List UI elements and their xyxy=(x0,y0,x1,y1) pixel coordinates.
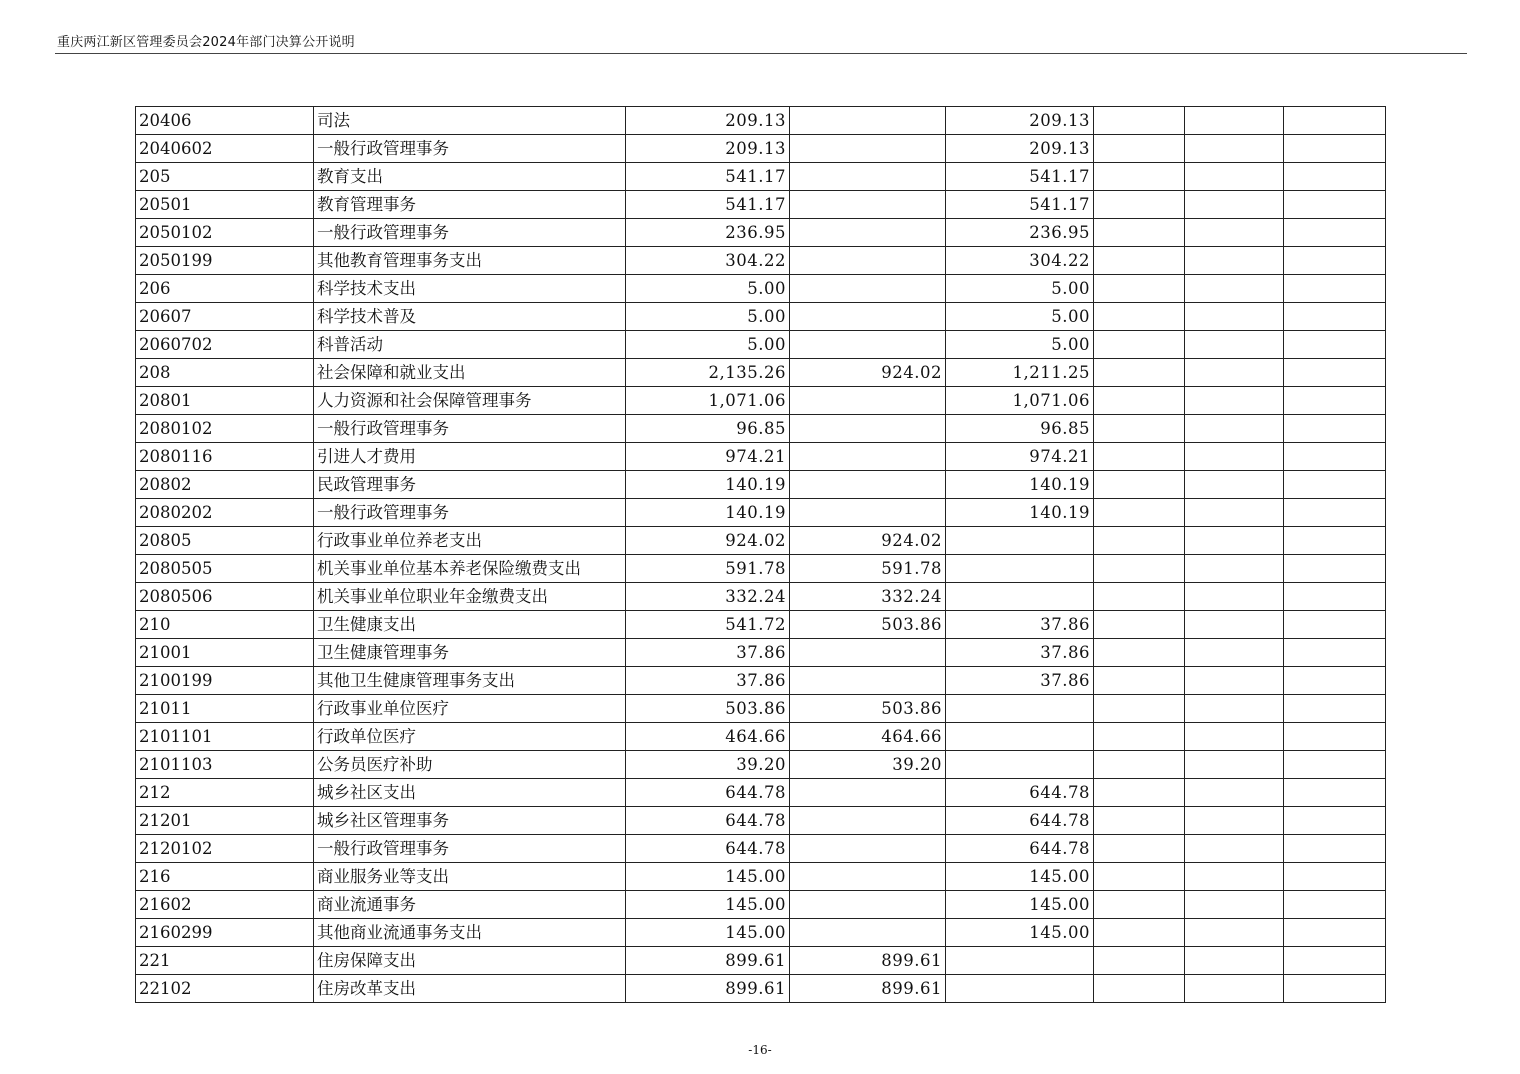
table-row xyxy=(136,275,1386,303)
empty-cell xyxy=(1284,947,1386,975)
subject-code-cell: 20801 xyxy=(136,387,314,415)
basic-expenditure-cell xyxy=(790,779,946,807)
empty-cell xyxy=(1185,863,1284,891)
empty-cell xyxy=(1094,191,1185,219)
empty-cell xyxy=(1094,891,1185,919)
subject-name-cell: 其他商业流通事务支出 xyxy=(314,919,626,947)
total-amount-cell: 145.00 xyxy=(626,891,790,919)
project-expenditure-cell: 5.00 xyxy=(946,303,1094,331)
subject-code-cell: 2080116 xyxy=(136,443,314,471)
subject-code-cell: 21602 xyxy=(136,891,314,919)
empty-cell xyxy=(1284,387,1386,415)
basic-expenditure-cell xyxy=(790,331,946,359)
subject-name-cell: 科学技术支出 xyxy=(314,275,626,303)
total-amount-cell: 899.61 xyxy=(626,975,790,1003)
basic-expenditure-cell xyxy=(790,471,946,499)
total-amount-cell: 145.00 xyxy=(626,919,790,947)
subject-code-cell: 2080102 xyxy=(136,415,314,443)
empty-cell xyxy=(1284,695,1386,723)
project-expenditure-cell xyxy=(946,751,1094,779)
empty-cell xyxy=(1185,807,1284,835)
subject-code-cell: 20805 xyxy=(136,527,314,555)
total-amount-cell: 209.13 xyxy=(626,135,790,163)
project-expenditure-cell: 140.19 xyxy=(946,471,1094,499)
table-row xyxy=(136,415,1386,443)
total-amount-cell: 96.85 xyxy=(626,415,790,443)
empty-cell xyxy=(1284,275,1386,303)
empty-cell xyxy=(1094,695,1185,723)
basic-expenditure-cell: 464.66 xyxy=(790,723,946,751)
project-expenditure-cell: 5.00 xyxy=(946,275,1094,303)
subject-name-cell: 一般行政管理事务 xyxy=(314,499,626,527)
basic-expenditure-cell: 503.86 xyxy=(790,611,946,639)
total-amount-cell: 140.19 xyxy=(626,499,790,527)
empty-cell xyxy=(1094,611,1185,639)
project-expenditure-cell: 96.85 xyxy=(946,415,1094,443)
basic-expenditure-cell: 591.78 xyxy=(790,555,946,583)
table-row xyxy=(136,499,1386,527)
empty-cell xyxy=(1185,471,1284,499)
empty-cell xyxy=(1185,639,1284,667)
empty-cell xyxy=(1094,639,1185,667)
subject-code-cell: 2060702 xyxy=(136,331,314,359)
empty-cell xyxy=(1185,247,1284,275)
table-row xyxy=(136,163,1386,191)
project-expenditure-cell: 644.78 xyxy=(946,835,1094,863)
subject-code-cell: 2080202 xyxy=(136,499,314,527)
total-amount-cell: 37.86 xyxy=(626,639,790,667)
subject-code-cell: 205 xyxy=(136,163,314,191)
empty-cell xyxy=(1185,583,1284,611)
project-expenditure-cell: 974.21 xyxy=(946,443,1094,471)
subject-code-cell: 20501 xyxy=(136,191,314,219)
subject-name-cell: 一般行政管理事务 xyxy=(314,835,626,863)
subject-name-cell: 行政单位医疗 xyxy=(314,723,626,751)
total-amount-cell: 209.13 xyxy=(626,107,790,135)
project-expenditure-cell xyxy=(946,975,1094,1003)
table-row xyxy=(136,863,1386,891)
empty-cell xyxy=(1185,499,1284,527)
basic-expenditure-cell xyxy=(790,807,946,835)
empty-cell xyxy=(1185,331,1284,359)
table-row xyxy=(136,723,1386,751)
basic-expenditure-cell xyxy=(790,639,946,667)
project-expenditure-cell: 145.00 xyxy=(946,891,1094,919)
empty-cell xyxy=(1185,975,1284,1003)
subject-code-cell: 216 xyxy=(136,863,314,891)
empty-cell xyxy=(1185,135,1284,163)
empty-cell xyxy=(1094,387,1185,415)
empty-cell xyxy=(1284,303,1386,331)
project-expenditure-cell xyxy=(946,527,1094,555)
empty-cell xyxy=(1284,443,1386,471)
subject-code-cell: 2101103 xyxy=(136,751,314,779)
empty-cell xyxy=(1284,583,1386,611)
total-amount-cell: 924.02 xyxy=(626,527,790,555)
subject-name-cell: 科学技术普及 xyxy=(314,303,626,331)
empty-cell xyxy=(1185,751,1284,779)
empty-cell xyxy=(1094,779,1185,807)
empty-cell xyxy=(1185,163,1284,191)
empty-cell xyxy=(1284,191,1386,219)
table-row xyxy=(136,611,1386,639)
empty-cell xyxy=(1094,359,1185,387)
empty-cell xyxy=(1284,611,1386,639)
subject-name-cell: 城乡社区管理事务 xyxy=(314,807,626,835)
subject-name-cell: 公务员医疗补助 xyxy=(314,751,626,779)
table-row xyxy=(136,807,1386,835)
empty-cell xyxy=(1185,359,1284,387)
empty-cell xyxy=(1094,331,1185,359)
subject-name-cell: 机关事业单位职业年金缴费支出 xyxy=(314,583,626,611)
basic-expenditure-cell xyxy=(790,191,946,219)
subject-name-cell: 教育支出 xyxy=(314,163,626,191)
project-expenditure-cell xyxy=(946,723,1094,751)
total-amount-cell: 541.17 xyxy=(626,163,790,191)
table-row xyxy=(136,247,1386,275)
table-row xyxy=(136,359,1386,387)
total-amount-cell: 37.86 xyxy=(626,667,790,695)
empty-cell xyxy=(1185,723,1284,751)
empty-cell xyxy=(1094,555,1185,583)
empty-cell xyxy=(1185,443,1284,471)
basic-expenditure-cell xyxy=(790,863,946,891)
project-expenditure-cell: 37.86 xyxy=(946,667,1094,695)
empty-cell xyxy=(1284,751,1386,779)
project-expenditure-cell xyxy=(946,583,1094,611)
project-expenditure-cell: 236.95 xyxy=(946,219,1094,247)
empty-cell xyxy=(1094,723,1185,751)
subject-code-cell: 20406 xyxy=(136,107,314,135)
subject-name-cell: 司法 xyxy=(314,107,626,135)
total-amount-cell: 145.00 xyxy=(626,863,790,891)
total-amount-cell: 974.21 xyxy=(626,443,790,471)
empty-cell xyxy=(1284,723,1386,751)
empty-cell xyxy=(1185,835,1284,863)
empty-cell xyxy=(1284,919,1386,947)
subject-code-cell: 21011 xyxy=(136,695,314,723)
project-expenditure-cell: 541.17 xyxy=(946,163,1094,191)
empty-cell xyxy=(1284,807,1386,835)
project-expenditure-cell xyxy=(946,695,1094,723)
basic-expenditure-cell xyxy=(790,387,946,415)
subject-code-cell: 2101101 xyxy=(136,723,314,751)
empty-cell xyxy=(1284,835,1386,863)
table-row xyxy=(136,331,1386,359)
subject-name-cell: 其他教育管理事务支出 xyxy=(314,247,626,275)
empty-cell xyxy=(1284,639,1386,667)
table-row xyxy=(136,919,1386,947)
empty-cell xyxy=(1185,303,1284,331)
basic-expenditure-cell xyxy=(790,667,946,695)
page-number: -16- xyxy=(748,1043,772,1057)
table-row xyxy=(136,219,1386,247)
subject-code-cell: 210 xyxy=(136,611,314,639)
subject-name-cell: 住房保障支出 xyxy=(314,947,626,975)
basic-expenditure-cell xyxy=(790,135,946,163)
table-row xyxy=(136,303,1386,331)
empty-cell xyxy=(1284,471,1386,499)
table-row xyxy=(136,555,1386,583)
basic-expenditure-cell xyxy=(790,415,946,443)
empty-cell xyxy=(1094,751,1185,779)
empty-cell xyxy=(1185,191,1284,219)
basic-expenditure-cell xyxy=(790,247,946,275)
empty-cell xyxy=(1094,863,1185,891)
project-expenditure-cell: 37.86 xyxy=(946,611,1094,639)
table-row xyxy=(136,975,1386,1003)
empty-cell xyxy=(1185,527,1284,555)
total-amount-cell: 2,135.26 xyxy=(626,359,790,387)
empty-cell xyxy=(1094,471,1185,499)
project-expenditure-cell: 209.13 xyxy=(946,135,1094,163)
project-expenditure-cell: 541.17 xyxy=(946,191,1094,219)
empty-cell xyxy=(1284,247,1386,275)
empty-cell xyxy=(1284,135,1386,163)
header-divider xyxy=(55,53,1467,54)
table-row xyxy=(136,835,1386,863)
empty-cell xyxy=(1094,975,1185,1003)
project-expenditure-cell: 304.22 xyxy=(946,247,1094,275)
basic-expenditure-cell: 899.61 xyxy=(790,947,946,975)
table-row xyxy=(136,443,1386,471)
basic-expenditure-cell xyxy=(790,303,946,331)
subject-name-cell: 卫生健康管理事务 xyxy=(314,639,626,667)
empty-cell xyxy=(1094,247,1185,275)
project-expenditure-cell: 140.19 xyxy=(946,499,1094,527)
expenditure-table xyxy=(135,106,1386,1003)
basic-expenditure-cell: 924.02 xyxy=(790,527,946,555)
subject-code-cell: 22102 xyxy=(136,975,314,1003)
table-row xyxy=(136,779,1386,807)
table-row xyxy=(136,191,1386,219)
subject-code-cell: 206 xyxy=(136,275,314,303)
empty-cell xyxy=(1284,527,1386,555)
project-expenditure-cell: 5.00 xyxy=(946,331,1094,359)
empty-cell xyxy=(1094,303,1185,331)
subject-code-cell: 212 xyxy=(136,779,314,807)
empty-cell xyxy=(1284,863,1386,891)
empty-cell xyxy=(1185,779,1284,807)
total-amount-cell: 5.00 xyxy=(626,275,790,303)
empty-cell xyxy=(1185,107,1284,135)
table-row xyxy=(136,527,1386,555)
subject-name-cell: 一般行政管理事务 xyxy=(314,219,626,247)
empty-cell xyxy=(1094,527,1185,555)
total-amount-cell: 644.78 xyxy=(626,835,790,863)
empty-cell xyxy=(1094,835,1185,863)
table-body xyxy=(136,107,1386,1003)
subject-code-cell: 221 xyxy=(136,947,314,975)
basic-expenditure-cell: 924.02 xyxy=(790,359,946,387)
empty-cell xyxy=(1094,583,1185,611)
table-row xyxy=(136,135,1386,163)
subject-code-cell: 20802 xyxy=(136,471,314,499)
empty-cell xyxy=(1284,555,1386,583)
project-expenditure-cell xyxy=(946,947,1094,975)
total-amount-cell: 503.86 xyxy=(626,695,790,723)
project-expenditure-cell: 644.78 xyxy=(946,779,1094,807)
subject-name-cell: 人力资源和社会保障管理事务 xyxy=(314,387,626,415)
table-row xyxy=(136,639,1386,667)
subject-name-cell: 行政事业单位医疗 xyxy=(314,695,626,723)
subject-code-cell: 2040602 xyxy=(136,135,314,163)
subject-name-cell: 民政管理事务 xyxy=(314,471,626,499)
empty-cell xyxy=(1094,807,1185,835)
empty-cell xyxy=(1185,415,1284,443)
total-amount-cell: 541.17 xyxy=(626,191,790,219)
basic-expenditure-cell xyxy=(790,107,946,135)
total-amount-cell: 5.00 xyxy=(626,331,790,359)
basic-expenditure-cell xyxy=(790,219,946,247)
subject-code-cell: 208 xyxy=(136,359,314,387)
basic-expenditure-cell: 899.61 xyxy=(790,975,946,1003)
subject-code-cell: 2120102 xyxy=(136,835,314,863)
subject-code-cell: 2080505 xyxy=(136,555,314,583)
subject-code-cell: 2100199 xyxy=(136,667,314,695)
total-amount-cell: 304.22 xyxy=(626,247,790,275)
project-expenditure-cell: 209.13 xyxy=(946,107,1094,135)
total-amount-cell: 644.78 xyxy=(626,779,790,807)
empty-cell xyxy=(1185,891,1284,919)
subject-code-cell: 20607 xyxy=(136,303,314,331)
basic-expenditure-cell xyxy=(790,919,946,947)
empty-cell xyxy=(1094,499,1185,527)
total-amount-cell: 1,071.06 xyxy=(626,387,790,415)
basic-expenditure-cell: 332.24 xyxy=(790,583,946,611)
empty-cell xyxy=(1284,219,1386,247)
empty-cell xyxy=(1094,135,1185,163)
project-expenditure-cell xyxy=(946,555,1094,583)
table-row xyxy=(136,583,1386,611)
subject-name-cell: 社会保障和就业支出 xyxy=(314,359,626,387)
subject-name-cell: 一般行政管理事务 xyxy=(314,415,626,443)
total-amount-cell: 5.00 xyxy=(626,303,790,331)
empty-cell xyxy=(1284,107,1386,135)
table-row xyxy=(136,107,1386,135)
empty-cell xyxy=(1284,331,1386,359)
project-expenditure-cell: 145.00 xyxy=(946,863,1094,891)
basic-expenditure-cell xyxy=(790,275,946,303)
subject-name-cell: 商业流通事务 xyxy=(314,891,626,919)
empty-cell xyxy=(1185,555,1284,583)
empty-cell xyxy=(1185,275,1284,303)
table-row xyxy=(136,751,1386,779)
project-expenditure-cell: 37.86 xyxy=(946,639,1094,667)
total-amount-cell: 541.72 xyxy=(626,611,790,639)
empty-cell xyxy=(1284,415,1386,443)
table-row xyxy=(136,667,1386,695)
empty-cell xyxy=(1185,611,1284,639)
total-amount-cell: 332.24 xyxy=(626,583,790,611)
project-expenditure-cell: 644.78 xyxy=(946,807,1094,835)
subject-name-cell: 引进人才费用 xyxy=(314,443,626,471)
empty-cell xyxy=(1185,387,1284,415)
project-expenditure-cell: 1,071.06 xyxy=(946,387,1094,415)
total-amount-cell: 899.61 xyxy=(626,947,790,975)
empty-cell xyxy=(1094,947,1185,975)
empty-cell xyxy=(1094,219,1185,247)
basic-expenditure-cell xyxy=(790,163,946,191)
subject-code-cell: 2050199 xyxy=(136,247,314,275)
empty-cell xyxy=(1284,975,1386,1003)
total-amount-cell: 39.20 xyxy=(626,751,790,779)
subject-name-cell: 教育管理事务 xyxy=(314,191,626,219)
table-row xyxy=(136,471,1386,499)
empty-cell xyxy=(1094,107,1185,135)
empty-cell xyxy=(1284,359,1386,387)
empty-cell xyxy=(1094,667,1185,695)
total-amount-cell: 236.95 xyxy=(626,219,790,247)
empty-cell xyxy=(1284,779,1386,807)
subject-name-cell: 其他卫生健康管理事务支出 xyxy=(314,667,626,695)
subject-name-cell: 城乡社区支出 xyxy=(314,779,626,807)
subject-name-cell: 科普活动 xyxy=(314,331,626,359)
table-row xyxy=(136,947,1386,975)
total-amount-cell: 644.78 xyxy=(626,807,790,835)
subject-code-cell: 21201 xyxy=(136,807,314,835)
table-row xyxy=(136,695,1386,723)
project-expenditure-cell: 145.00 xyxy=(946,919,1094,947)
empty-cell xyxy=(1185,667,1284,695)
basic-expenditure-cell xyxy=(790,443,946,471)
empty-cell xyxy=(1185,947,1284,975)
basic-expenditure-cell xyxy=(790,499,946,527)
subject-code-cell: 21001 xyxy=(136,639,314,667)
subject-name-cell: 一般行政管理事务 xyxy=(314,135,626,163)
subject-name-cell: 商业服务业等支出 xyxy=(314,863,626,891)
empty-cell xyxy=(1284,163,1386,191)
empty-cell xyxy=(1185,695,1284,723)
document-header-title: 重庆两江新区管理委员会2024年部门决算公开说明 xyxy=(57,35,355,50)
empty-cell xyxy=(1094,919,1185,947)
total-amount-cell: 591.78 xyxy=(626,555,790,583)
basic-expenditure-cell: 39.20 xyxy=(790,751,946,779)
basic-expenditure-cell: 503.86 xyxy=(790,695,946,723)
subject-name-cell: 卫生健康支出 xyxy=(314,611,626,639)
total-amount-cell: 140.19 xyxy=(626,471,790,499)
empty-cell xyxy=(1284,891,1386,919)
empty-cell xyxy=(1094,415,1185,443)
empty-cell xyxy=(1284,499,1386,527)
subject-name-cell: 行政事业单位养老支出 xyxy=(314,527,626,555)
empty-cell xyxy=(1185,919,1284,947)
empty-cell xyxy=(1094,443,1185,471)
empty-cell xyxy=(1284,667,1386,695)
project-expenditure-cell: 1,211.25 xyxy=(946,359,1094,387)
subject-code-cell: 2080506 xyxy=(136,583,314,611)
subject-name-cell: 住房改革支出 xyxy=(314,975,626,1003)
total-amount-cell: 464.66 xyxy=(626,723,790,751)
table-row xyxy=(136,387,1386,415)
basic-expenditure-cell xyxy=(790,835,946,863)
table-row xyxy=(136,891,1386,919)
basic-expenditure-cell xyxy=(790,891,946,919)
empty-cell xyxy=(1185,219,1284,247)
subject-code-cell: 2160299 xyxy=(136,919,314,947)
subject-name-cell: 机关事业单位基本养老保险缴费支出 xyxy=(314,555,626,583)
empty-cell xyxy=(1094,163,1185,191)
empty-cell xyxy=(1094,275,1185,303)
subject-code-cell: 2050102 xyxy=(136,219,314,247)
